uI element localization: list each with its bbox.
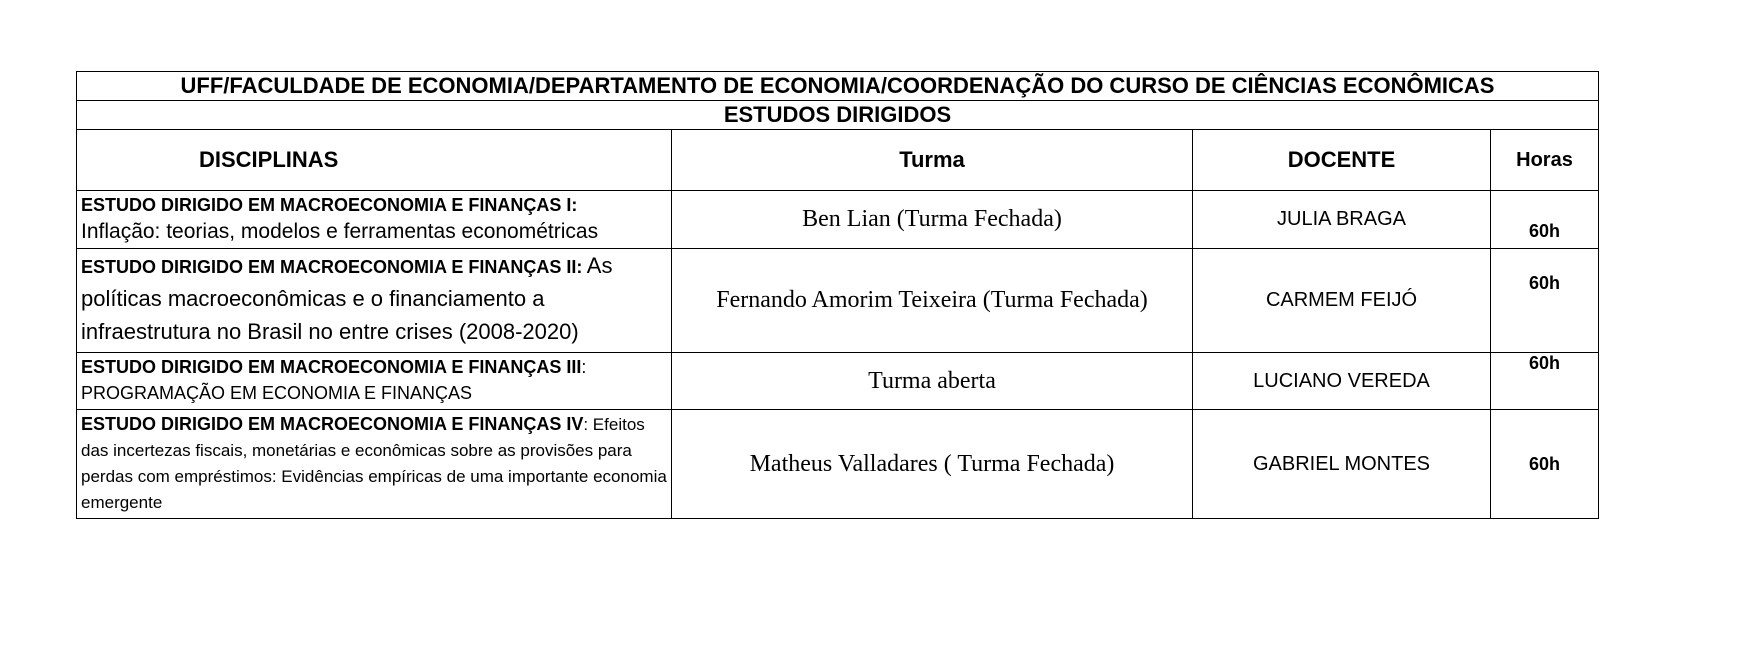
horas-cell: 60h xyxy=(1491,410,1599,519)
turma-cell: Matheus Valladares ( Turma Fechada) xyxy=(672,410,1193,519)
header-docente: DOCENTE xyxy=(1193,130,1491,191)
disciplina-title: ESTUDO DIRIGIDO EM MACROECONOMIA E FINANÇAS I: xyxy=(81,195,578,215)
disciplina-title: ESTUDO DIRIGIDO EM MACROECONOMIA E FINANÇAS III xyxy=(81,357,582,377)
estudos-dirigidos-table xyxy=(76,71,1599,519)
table-row xyxy=(77,191,1599,249)
horas-cell: 60h xyxy=(1491,249,1599,353)
disciplina-desc: : Efeitos das incertezas fiscais, monetárias e econômicas sobre as provisões para perdas com empréstimos: Evidências empíricas de uma importante economia emergente xyxy=(81,415,667,512)
turma-cell: Turma aberta xyxy=(672,353,1193,410)
table-row xyxy=(77,353,1599,410)
disciplina-cell xyxy=(77,249,672,353)
turma-cell: Fernando Amorim Teixeira (Turma Fechada) xyxy=(672,249,1193,353)
disciplina-title: ESTUDO DIRIGIDO EM MACROECONOMIA E FINANÇAS IV xyxy=(81,414,584,434)
header-turma: Turma xyxy=(672,130,1193,191)
disciplina-desc: : PROGRAMAÇÃO EM ECONOMIA E FINANÇAS xyxy=(81,357,587,403)
header-horas: Horas xyxy=(1491,130,1599,191)
horas-cell: 60h xyxy=(1491,353,1599,410)
docente-cell: LUCIANO VEREDA xyxy=(1193,353,1491,410)
title-row xyxy=(77,72,1599,101)
docente-cell: JULIA BRAGA xyxy=(1193,191,1491,249)
disciplina-desc: As políticas macroeconômicas e o financiamento a infraestrutura no Brasil no entre crises (2008-2020) xyxy=(81,253,613,344)
table-row xyxy=(77,410,1599,519)
table-row xyxy=(77,249,1599,353)
subtitle-row xyxy=(77,101,1599,130)
horas-cell: 60h xyxy=(1491,191,1599,249)
header-disciplinas: DISCIPLINAS xyxy=(77,130,672,191)
disciplina-cell xyxy=(77,191,672,249)
disciplina-desc: Inflação: teorias, modelos e ferramentas econométricas xyxy=(81,220,599,243)
header-row xyxy=(77,130,1599,191)
disciplina-cell xyxy=(77,353,672,410)
turma-cell: Ben Lian (Turma Fechada) xyxy=(672,191,1193,249)
docente-cell: CARMEM FEIJÓ xyxy=(1193,249,1491,353)
table-subtitle: ESTUDOS DIRIGIDOS xyxy=(77,101,1599,130)
disciplina-title: ESTUDO DIRIGIDO EM MACROECONOMIA E FINANÇAS II: xyxy=(81,257,583,277)
table-title: UFF/FACULDADE DE ECONOMIA/DEPARTAMENTO DE ECONOMIA/COORDENAÇÃO DO CURSO DE CIÊNCIAS ECONÔMICAS xyxy=(77,72,1599,101)
disciplina-cell xyxy=(77,410,672,519)
docente-cell: GABRIEL MONTES xyxy=(1193,410,1491,519)
